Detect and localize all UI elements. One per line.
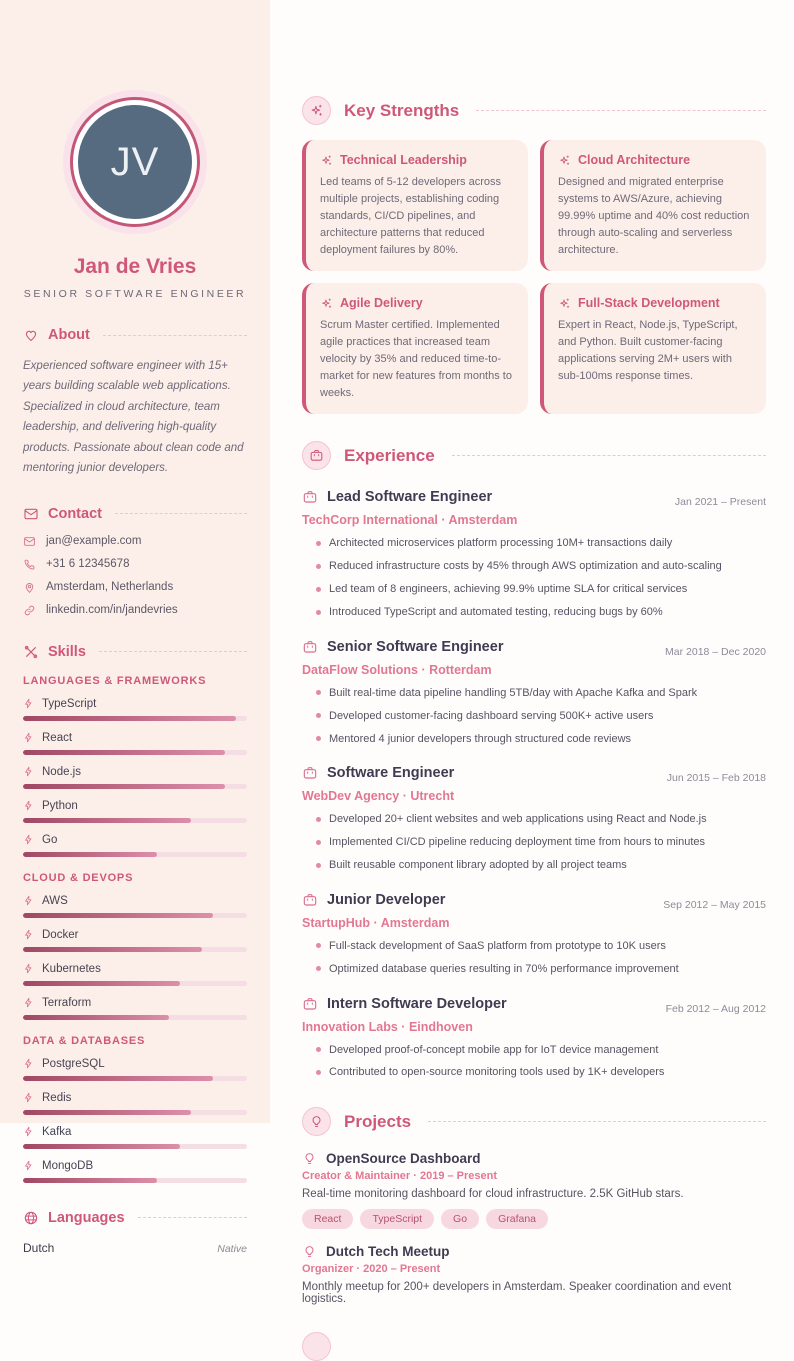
skill-label: Docker bbox=[42, 928, 79, 941]
experience-entry bbox=[302, 489, 766, 619]
skill-bar-fill bbox=[23, 1076, 213, 1081]
sparkles-icon bbox=[558, 297, 571, 310]
language-name: Dutch bbox=[23, 1240, 55, 1255]
skill-bar bbox=[23, 784, 247, 789]
skill-bar-fill bbox=[23, 750, 225, 755]
key-strengths-heading: Key Strengths bbox=[344, 100, 460, 120]
bolt-icon bbox=[23, 766, 34, 777]
experience-bullet: Developed customer-facing dashboard serving 500K+ active users bbox=[329, 709, 766, 724]
skill-label: MongoDB bbox=[42, 1159, 94, 1172]
entry-role: Intern Software Developer bbox=[327, 995, 507, 1012]
project-tags bbox=[302, 1209, 766, 1229]
skill-item bbox=[23, 997, 247, 1020]
skill-item bbox=[23, 1160, 247, 1183]
bolt-icon bbox=[23, 963, 34, 974]
contact-phone-text: +31 6 12345678 bbox=[46, 558, 130, 571]
skill-label: Redis bbox=[42, 1091, 72, 1104]
skill-bar-fill bbox=[23, 981, 180, 986]
about-heading: About bbox=[48, 327, 90, 343]
project-description: Monthly meetup for 200+ developers in Amsterdam. Speaker coordination and event logistics. bbox=[302, 1281, 732, 1306]
experience-bullet: Full-stack development of SaaS platform from prototype to 10K users bbox=[329, 939, 766, 954]
avatar bbox=[70, 97, 200, 227]
location-pin-icon bbox=[23, 581, 36, 594]
skill-bar bbox=[23, 1076, 247, 1081]
skill-bar-fill bbox=[23, 852, 157, 857]
experience-bullet: Mentored 4 junior developers through structured code reviews bbox=[329, 732, 766, 747]
project-meta: Organizer · 2020 – Present bbox=[302, 1263, 441, 1276]
skill-item bbox=[23, 766, 247, 789]
bolt-icon bbox=[23, 834, 34, 845]
sparkles-icon bbox=[558, 154, 571, 167]
strength-card bbox=[540, 283, 766, 414]
skill-label: Node.js bbox=[42, 765, 81, 778]
skill-label: PostgreSQL bbox=[42, 1057, 105, 1070]
skill-item bbox=[23, 1058, 247, 1081]
briefcase-icon bbox=[302, 765, 318, 781]
tag-badge: Go bbox=[441, 1209, 479, 1229]
phone-icon bbox=[23, 558, 36, 571]
envelope-icon bbox=[23, 506, 39, 522]
skill-bar bbox=[23, 1178, 247, 1183]
entry-dates: Mar 2018 – Dec 2020 bbox=[665, 645, 766, 658]
projects-heading: Projects bbox=[344, 1111, 412, 1131]
skill-label: AWS bbox=[42, 894, 68, 907]
skill-bar-fill bbox=[23, 1110, 191, 1115]
sparkles-icon bbox=[320, 297, 333, 310]
experience-bullet: Contributed to open-source monitoring tools used by 1K+ developers bbox=[329, 1065, 766, 1080]
skill-bar bbox=[23, 1110, 247, 1115]
skill-label: Kafka bbox=[42, 1125, 72, 1138]
strength-text: Designed and migrated enterprise systems to AWS/Azure, achieving 99.99% uptime and 40% cost reduction through auto-scaling and serverless architecture. bbox=[558, 176, 750, 257]
skill-bar bbox=[23, 913, 247, 918]
project-title: Dutch Tech Meetup bbox=[326, 1244, 450, 1260]
section-icon bbox=[302, 1332, 331, 1361]
link-icon bbox=[23, 604, 36, 617]
experience-section bbox=[302, 441, 766, 1080]
skill-bar-fill bbox=[23, 818, 191, 823]
strength-text: Scrum Master certified. Implemented agile practices that increased team velocity by 35% and reduced time-to-market for new features from months to weeks. bbox=[320, 319, 512, 400]
skill-item bbox=[23, 929, 247, 952]
bolt-icon bbox=[23, 800, 34, 811]
entry-role: Software Engineer bbox=[327, 765, 455, 782]
key-strengths-section bbox=[302, 96, 766, 414]
skill-label: Go bbox=[42, 833, 58, 846]
experience-bullet: Implemented CI/CD pipeline reducing deployment time from hours to minutes bbox=[329, 835, 766, 850]
dashed-divider bbox=[115, 513, 247, 514]
experience-entry bbox=[302, 892, 766, 977]
strength-text: Expert in React, Node.js, TypeScript, and Python. Built customer-facing applications serving 2M+ users with sub-100ms response times. bbox=[558, 319, 738, 383]
contact-linkedin[interactable] bbox=[23, 604, 247, 617]
experience-bullet: Built real-time data pipeline handling 5TB/day with Apache Kafka and Spark bbox=[329, 686, 766, 701]
envelope-icon bbox=[23, 535, 36, 548]
bolt-icon bbox=[23, 1058, 34, 1069]
tag-badge: React bbox=[302, 1209, 353, 1229]
sidebar bbox=[0, 0, 270, 1255]
briefcase-icon bbox=[302, 489, 318, 505]
entry-role: Junior Developer bbox=[327, 891, 446, 908]
contact-location bbox=[23, 581, 247, 594]
entry-company: DataFlow Solutions · Rotterdam bbox=[302, 662, 492, 677]
tag-badge: TypeScript bbox=[360, 1209, 434, 1229]
strength-card bbox=[540, 140, 766, 271]
bolt-icon bbox=[23, 1126, 34, 1137]
briefcase-icon bbox=[302, 996, 318, 1012]
experience-bullet: Reduced infrastructure costs by 45% through AWS optimization and auto-scaling bbox=[329, 559, 766, 574]
person-name: Jan de Vries bbox=[73, 255, 197, 278]
bolt-icon bbox=[23, 1092, 34, 1103]
skill-item bbox=[23, 1126, 247, 1149]
skill-category: LANGUAGES & FRAMEWORKS bbox=[23, 674, 207, 687]
experience-bullet: Led team of 8 engineers, achieving 99.9% uptime SLA for critical services bbox=[329, 582, 766, 597]
dashed-divider bbox=[99, 651, 247, 652]
skill-bar bbox=[23, 947, 247, 952]
language-row bbox=[23, 1241, 247, 1255]
experience-heading: Experience bbox=[344, 445, 435, 465]
contact-linkedin-text: linkedin.com/in/jandevries bbox=[46, 604, 178, 617]
next-section-partial bbox=[302, 1332, 766, 1361]
skill-label: Terraform bbox=[42, 996, 92, 1009]
entry-role: Lead Software Engineer bbox=[327, 489, 493, 506]
experience-entry bbox=[302, 996, 766, 1081]
project-entry bbox=[302, 1244, 766, 1305]
entry-dates: Sep 2012 – May 2015 bbox=[663, 898, 766, 911]
entry-dates: Jun 2015 – Feb 2018 bbox=[666, 772, 766, 785]
skill-bar bbox=[23, 981, 247, 986]
skill-label: Python bbox=[42, 799, 78, 812]
contact-location-text: Amsterdam, Netherlands bbox=[46, 581, 174, 594]
strength-text: Led teams of 5-12 developers across multiple projects, establishing coding standards, CI/CD pipelines, and architecture patterns that reduced deployment failures by 80%. bbox=[320, 176, 501, 257]
skill-bar bbox=[23, 1015, 247, 1020]
dashed-divider bbox=[476, 110, 766, 111]
strength-card bbox=[302, 283, 528, 414]
skill-item bbox=[23, 895, 247, 918]
dashed-divider bbox=[138, 1217, 247, 1218]
bolt-icon bbox=[23, 698, 34, 709]
skill-bar bbox=[23, 852, 247, 857]
skill-category: CLOUD & DEVOPS bbox=[23, 871, 134, 884]
avatar-initials: JV bbox=[78, 105, 192, 219]
language-level: Native bbox=[217, 1242, 247, 1255]
entry-role: Senior Software Engineer bbox=[327, 638, 504, 655]
project-description: Real-time monitoring dashboard for cloud infrastructure. 2.5K GitHub stars. bbox=[302, 1188, 684, 1201]
sparkles-icon bbox=[320, 154, 333, 167]
bolt-icon bbox=[23, 997, 34, 1008]
entry-company: TechCorp International · Amsterdam bbox=[302, 513, 518, 528]
skill-bar-fill bbox=[23, 716, 236, 721]
skill-item bbox=[23, 800, 247, 823]
entry-dates: Feb 2012 – Aug 2012 bbox=[665, 1002, 766, 1015]
contact-section bbox=[23, 506, 247, 617]
tools-icon bbox=[23, 644, 39, 660]
skills-section bbox=[23, 644, 247, 1183]
skill-item bbox=[23, 834, 247, 857]
project-title: OpenSource Dashboard bbox=[326, 1151, 481, 1167]
project-meta: Creator & Maintainer · 2019 – Present bbox=[302, 1170, 498, 1183]
briefcase-icon bbox=[302, 892, 318, 908]
strength-title: Full-Stack Development bbox=[578, 296, 720, 311]
entry-company: Innovation Labs · Eindhoven bbox=[302, 1019, 473, 1034]
skill-bar bbox=[23, 1144, 247, 1149]
skill-category: DATA & DATABASES bbox=[23, 1034, 146, 1047]
languages-section bbox=[23, 1210, 247, 1255]
strength-title: Technical Leadership bbox=[340, 153, 467, 167]
skill-bar-fill bbox=[23, 913, 213, 918]
bolt-icon bbox=[23, 1160, 34, 1171]
strength-title: Cloud Architecture bbox=[578, 153, 691, 167]
entry-dates: Jan 2021 – Present bbox=[674, 496, 766, 509]
project-entry bbox=[302, 1151, 766, 1229]
dashed-divider bbox=[428, 1121, 766, 1122]
entry-company: WebDev Agency · Utrecht bbox=[302, 789, 455, 804]
bolt-icon bbox=[23, 732, 34, 743]
strength-title: Agile Delivery bbox=[340, 296, 423, 311]
about-section bbox=[23, 327, 247, 479]
bolt-icon bbox=[23, 895, 34, 906]
person-title: SENIOR SOFTWARE ENGINEER bbox=[23, 288, 247, 300]
experience-bullet: Developed proof-of-concept mobile app for IoT device management bbox=[329, 1043, 766, 1058]
lightbulb-icon bbox=[302, 1151, 317, 1166]
entry-company: StartupHub · Amsterdam bbox=[302, 915, 450, 930]
contact-phone bbox=[23, 558, 247, 571]
briefcase-icon bbox=[302, 639, 318, 655]
bolt-icon bbox=[23, 929, 34, 940]
strength-card bbox=[302, 140, 528, 271]
skill-bar-fill bbox=[23, 1015, 169, 1020]
main-content bbox=[270, 0, 794, 1306]
briefcase-icon bbox=[302, 441, 331, 470]
tag-badge: Grafana bbox=[486, 1209, 548, 1229]
skill-bar bbox=[23, 818, 247, 823]
heart-icon bbox=[23, 327, 39, 343]
lightbulb-icon bbox=[302, 1107, 331, 1136]
dashed-divider bbox=[452, 455, 766, 456]
skill-bar-fill bbox=[23, 1144, 180, 1149]
experience-bullet: Optimized database queries resulting in 70% performance improvement bbox=[329, 962, 766, 977]
experience-bullet: Introduced TypeScript and automated testing, reducing bugs by 60% bbox=[329, 605, 766, 620]
experience-entry bbox=[302, 765, 766, 873]
skill-bar bbox=[23, 716, 247, 721]
skill-bar bbox=[23, 750, 247, 755]
dashed-divider bbox=[103, 335, 247, 336]
skill-item bbox=[23, 732, 247, 755]
globe-icon bbox=[23, 1210, 39, 1226]
experience-entry bbox=[302, 639, 766, 747]
skill-bar-fill bbox=[23, 947, 202, 952]
contact-email-text: jan@example.com bbox=[46, 535, 142, 548]
skills-heading: Skills bbox=[48, 643, 86, 660]
experience-bullet: Built reusable component library adopted by all project teams bbox=[329, 858, 766, 873]
contact-email[interactable] bbox=[23, 535, 247, 548]
experience-bullet: Architected microservices platform processing 10M+ transactions daily bbox=[329, 536, 766, 551]
sparkles-icon bbox=[302, 96, 331, 125]
skill-label: React bbox=[42, 731, 73, 744]
languages-heading: Languages bbox=[48, 1209, 125, 1226]
contact-heading: Contact bbox=[48, 505, 102, 522]
skill-item bbox=[23, 963, 247, 986]
skill-bar-fill bbox=[23, 784, 225, 789]
skill-item bbox=[23, 698, 247, 721]
about-text: Experienced software engineer with 15+ years building scalable web applications. Specialized in cloud architecture, team leadership, and delivering high-quality products. Passionate about clean code and mentoring junior developers. bbox=[23, 360, 244, 475]
skill-label: Kubernetes bbox=[42, 962, 101, 975]
lightbulb-icon bbox=[302, 1244, 317, 1259]
skill-item bbox=[23, 1092, 247, 1115]
skill-bar-fill bbox=[23, 1178, 157, 1183]
experience-bullet: Developed 20+ client websites and web applications using React and Node.js bbox=[329, 812, 766, 827]
projects-section bbox=[302, 1107, 766, 1305]
skill-label: TypeScript bbox=[42, 697, 97, 710]
